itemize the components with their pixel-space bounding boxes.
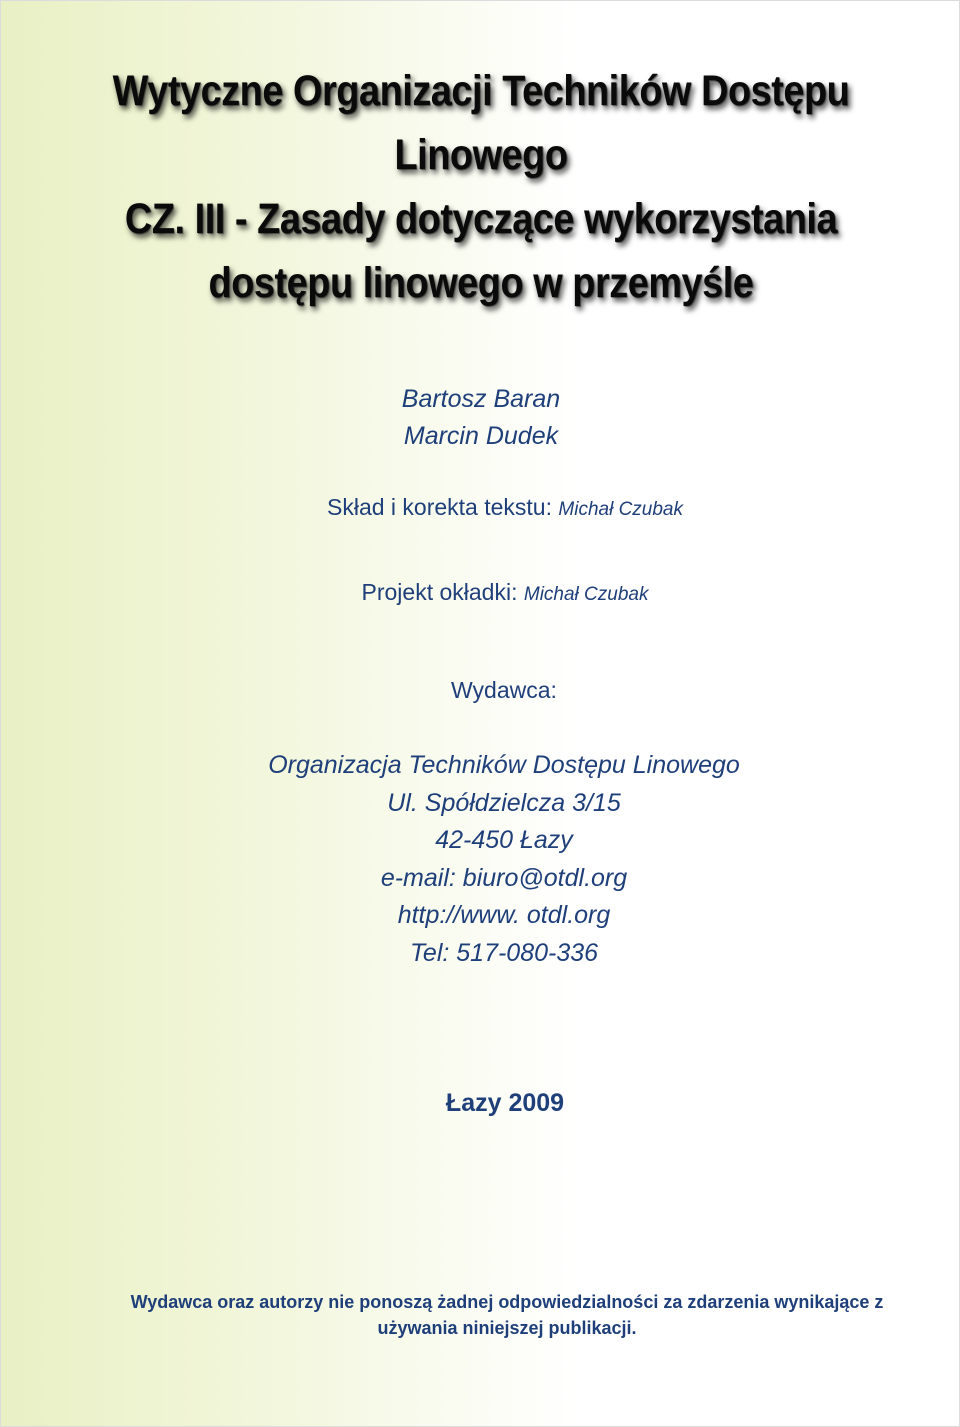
typesetting-label: Skład i korekta tekstu:	[327, 494, 552, 520]
publisher-email[interactable]: e-mail: biuro@otdl.org	[380, 863, 628, 892]
authors	[1, 381, 960, 455]
typesetting-name: Michał Czubak	[558, 499, 683, 520]
typesetting-credit	[1, 494, 960, 521]
publisher-label: Wydawca:	[451, 677, 557, 703]
document-title	[1, 59, 960, 315]
title-line-3: CZ. III - Zasady dotyczące wykorzystania	[124, 195, 838, 243]
author-2: Marcin Dudek	[403, 422, 559, 450]
author-1: Bartosz Baran	[401, 385, 561, 413]
publisher-name: Organizacja Techników Dostępu Linowego	[268, 751, 740, 779]
disclaimer	[1, 1289, 960, 1341]
publisher-street: Ul. Spółdzielcza 3/15	[387, 788, 621, 817]
cover-label: Projekt okładki:	[361, 579, 518, 605]
publisher-phone: Tel: 517-080-336	[409, 938, 599, 967]
publisher-website[interactable]: http://www. otdl.org	[397, 901, 611, 929]
cover-credit	[1, 579, 960, 606]
title-line-2: Linowego	[394, 131, 568, 179]
cover-name: Michał Czubak	[523, 584, 649, 605]
publisher-city: 42-450 Łazy	[435, 826, 573, 854]
title-line-4: dostępu linowego w przemyśle	[208, 259, 754, 307]
title-line-1: Wytyczne Organizacji Techników Dostępu	[112, 67, 850, 115]
disclaimer-line-2: używania niniejszej publikacji.	[377, 1318, 637, 1338]
place-year: Łazy 2009	[445, 1089, 565, 1117]
publisher-info	[1, 747, 960, 972]
disclaimer-line-1: Wydawca oraz autorzy nie ponoszą żadnej odpowiedzialności za zdarzenia wynikające z	[130, 1292, 884, 1312]
